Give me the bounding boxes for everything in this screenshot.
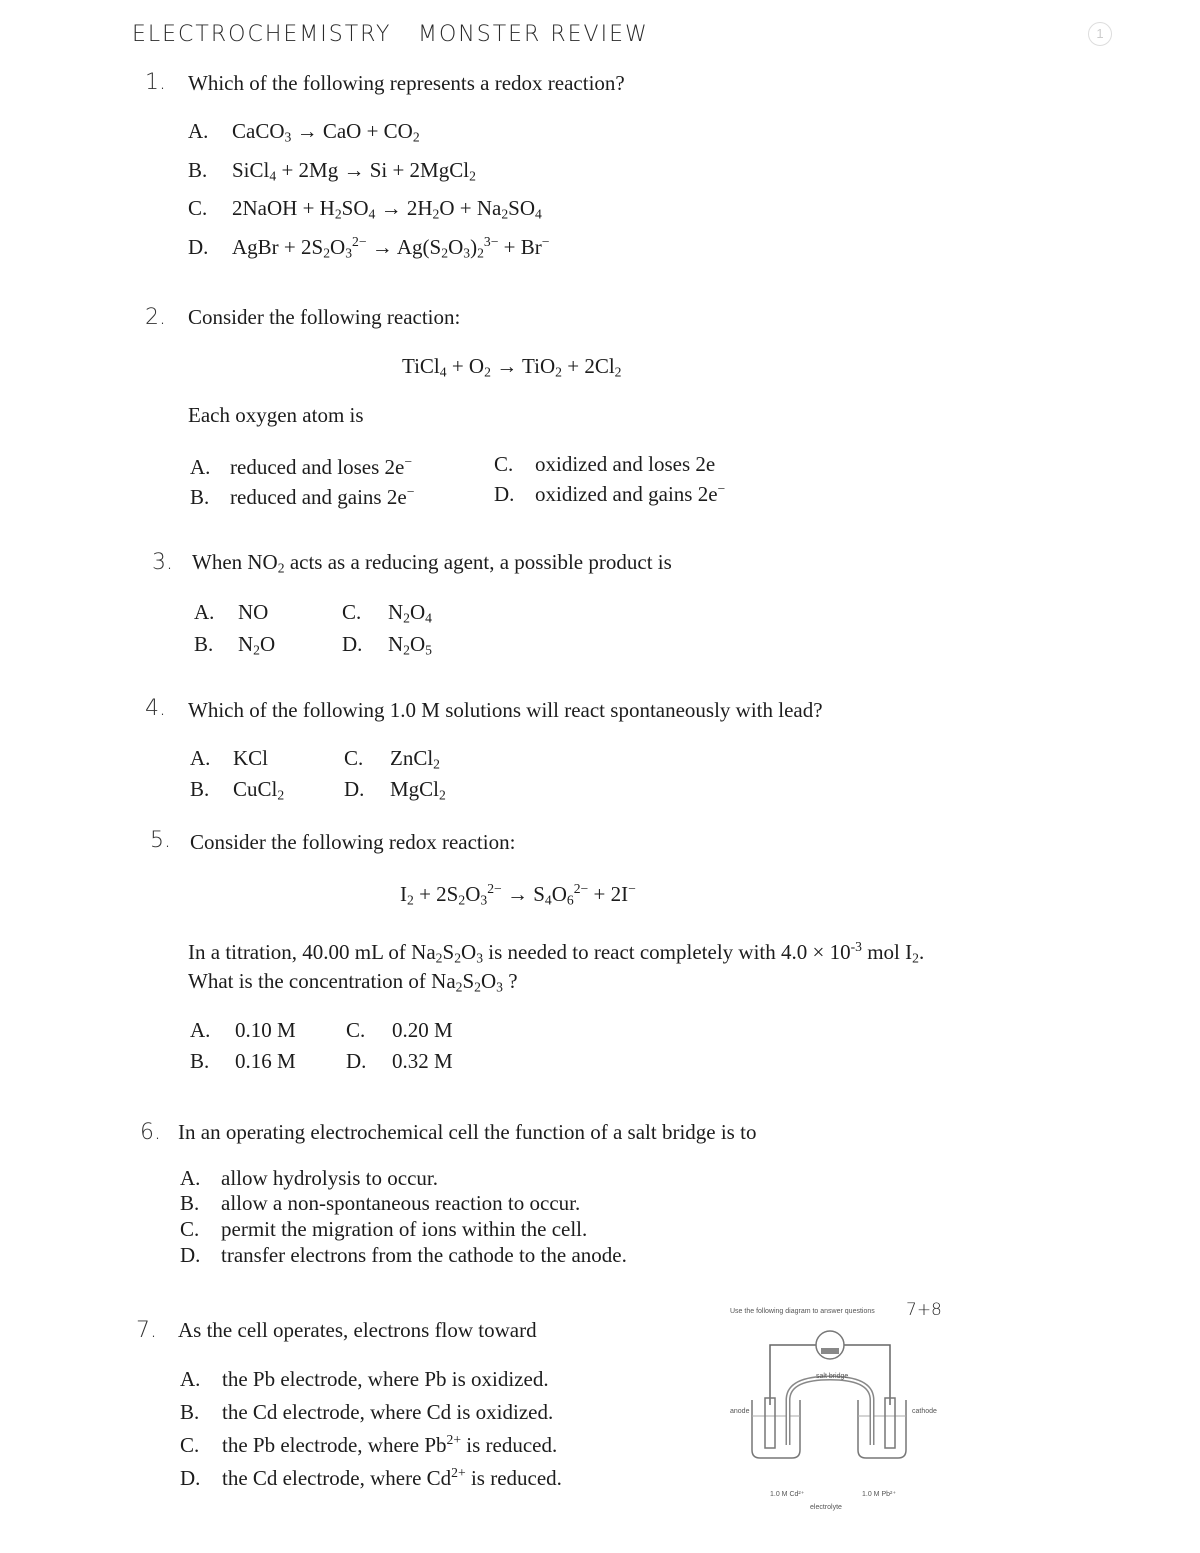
question-1-number: 1. (145, 70, 166, 95)
q2-option-a-letter: A. (190, 455, 211, 479)
diagram-handwritten-ref: 7+8 (906, 1300, 942, 1320)
q4-option-c-letter: C. (344, 746, 364, 770)
q2-option-c: oxidized and loses 2e (535, 452, 716, 476)
question-2-number: 2. (145, 305, 166, 330)
q4-option-a-letter: A. (190, 746, 211, 770)
q5-option-b: 0.16 M (235, 1049, 296, 1073)
question-7-text: As the cell operates, electrons flow toward (178, 1318, 537, 1342)
q2-option-a: reduced and loses 2e− (230, 453, 413, 479)
q5-option-a-letter: A. (190, 1018, 211, 1042)
q7-option-d-letter: D. (180, 1466, 201, 1490)
question-3-number: 3. (152, 550, 173, 575)
question-5-text: Consider the following redox reaction: (190, 830, 516, 854)
q2-option-d: oxidized and gains 2e− (535, 480, 726, 506)
question-6-number: 6. (140, 1120, 161, 1145)
q3-option-c: $N_2O_4$ (388, 600, 432, 626)
cathode-electrode (885, 1398, 895, 1448)
question-6-text: In an operating electrochemical cell the function of a salt bridge is to (178, 1120, 757, 1144)
q6-option-c: permit the migration of ions within the cell. (221, 1217, 588, 1241)
q3-option-b-letter: B. (194, 632, 214, 656)
q5-option-d-letter: D. (346, 1049, 367, 1073)
diagram-caption: Use the following diagram to answer questions (730, 1308, 875, 1315)
question-7-number: 7. (136, 1318, 157, 1343)
salt-bridge-label: salt bridge (816, 1373, 849, 1380)
q2-option-b: reduced and gains 2e− (230, 483, 415, 509)
q3-option-a: NO (238, 600, 269, 624)
q1-option-b: SiCl$_4$ + 2Mg → Si + 2MgCl$_2$ (232, 158, 476, 184)
q5-option-d: 0.32 M (392, 1049, 453, 1073)
q5-option-b-letter: B. (190, 1049, 210, 1073)
q6-option-d-letter: D. (180, 1243, 201, 1267)
question-1-text: Which of the following represents a redox reaction? (188, 71, 625, 95)
q7-option-c-letter: C. (180, 1433, 200, 1457)
q3-option-d-letter: D. (342, 632, 363, 656)
voltmeter-display (821, 1348, 839, 1354)
question-4-text: Which of the following 1.0 M solutions will react spontaneously with lead? (188, 698, 823, 722)
question-4-number: 4. (145, 696, 166, 721)
cathode-solution-label: 1.0 M Pb²⁺ (862, 1491, 897, 1498)
q6-option-a: allow hydrolysis to occur. (221, 1166, 438, 1190)
q5-subtext-2: What is the concentration of $Na_2S_2O_3$ ? (188, 969, 518, 995)
anode-label: anode (730, 1408, 750, 1415)
q6-option-d: transfer electrons from the cathode to the anode. (221, 1243, 627, 1267)
q2-option-d-letter: D. (494, 482, 515, 506)
voltmeter-label: Volts (823, 1340, 837, 1346)
q5-subtext: In a titration, 40.00 mL of $Na_2S_2O_3$ is needed to react completely with $4.0 \times 10^{-3}$ mol $I_2$. (188, 938, 925, 966)
q7-option-b-letter: B. (180, 1400, 200, 1424)
anode-solution-label: 1.0 M Cd²⁺ (770, 1491, 805, 1498)
cathode-beaker (858, 1400, 906, 1458)
q6-option-a-letter: A. (180, 1166, 201, 1190)
page-title-left: ELECTROCHEMISTRY (132, 22, 392, 47)
q5-option-c-letter: C. (346, 1018, 366, 1042)
q1-option-d-letter: D. (188, 235, 209, 259)
anode-electrode (765, 1398, 775, 1448)
q3-option-b: $N_2O$ (238, 632, 276, 658)
q4-option-b-letter: B. (190, 777, 210, 801)
q7-option-b: the Cd electrode, where Cd is oxidized. (222, 1400, 554, 1424)
q6-option-b: allow a non-spontaneous reaction to occur. (221, 1191, 581, 1215)
q2-subtext: Each oxygen atom is (188, 403, 364, 427)
q4-option-d: MgCl$_2$ (390, 777, 446, 803)
page-title-right: MONSTER REVIEW (418, 22, 649, 47)
q5-equation: $I_2 + 2S_2O_3^{2-} \to S_4O_6^{2-} + 2I^-$ (400, 880, 636, 908)
q6-option-c-letter: C. (180, 1217, 200, 1241)
q2-option-b-letter: B. (190, 485, 210, 509)
q7-option-d: the Cd electrode, where $Cd^{2+}$ is reduced. (222, 1464, 562, 1490)
question-5-number: 5. (150, 828, 171, 853)
cathode-label: cathode (912, 1408, 937, 1415)
q7-option-c: the Pb electrode, where $Pb^{2+}$ is reduced. (222, 1431, 558, 1457)
q1-option-c: 2NaOH + $H_2SO_4 \to 2H_2O + Na_2SO_4$ (232, 196, 542, 222)
q2-equation: TiCl$_4$ + $O_2 \to TiO_2 + 2Cl_2$ (402, 354, 622, 380)
electrolyte-label: electrolyte (810, 1504, 842, 1511)
q4-option-c: ZnCl$_2$ (390, 746, 440, 772)
q5-option-a: 0.10 M (235, 1018, 296, 1042)
q1-option-b-letter: B. (188, 158, 208, 182)
q6-option-b-letter: B. (180, 1191, 200, 1215)
q7-option-a: the Pb electrode, where Pb is oxidized. (222, 1367, 549, 1391)
q1-option-a-letter: A. (188, 119, 209, 143)
q7-option-a-letter: A. (180, 1367, 201, 1391)
q4-option-d-letter: D. (344, 777, 365, 801)
anode-beaker (752, 1400, 800, 1458)
page-number-mark: 1 (1088, 22, 1112, 46)
q5-option-c: 0.20 M (392, 1018, 453, 1042)
question-2-text: Consider the following reaction: (188, 305, 461, 329)
q4-option-a: KCl (233, 746, 269, 770)
q1-option-d: AgBr + $2S_2O_3^{2-} \to Ag(S_2O_3)_2^{3-} + Br^-$ (232, 233, 550, 261)
q3-option-d: $N_2O_5$ (388, 632, 432, 658)
q3-option-c-letter: C. (342, 600, 362, 624)
q2-option-c-letter: C. (494, 452, 514, 476)
electrochemical-cell-diagram (730, 1300, 970, 1525)
question-3-text: When $NO_2$ acts as a reducing agent, a possible product is (192, 550, 672, 576)
q3-option-a-letter: A. (194, 600, 215, 624)
q1-option-a: CaCO$_3$ → CaO + $CO_2$ (232, 119, 420, 145)
q1-option-c-letter: C. (188, 196, 208, 220)
q4-option-b: CuCl$_2$ (233, 777, 285, 803)
